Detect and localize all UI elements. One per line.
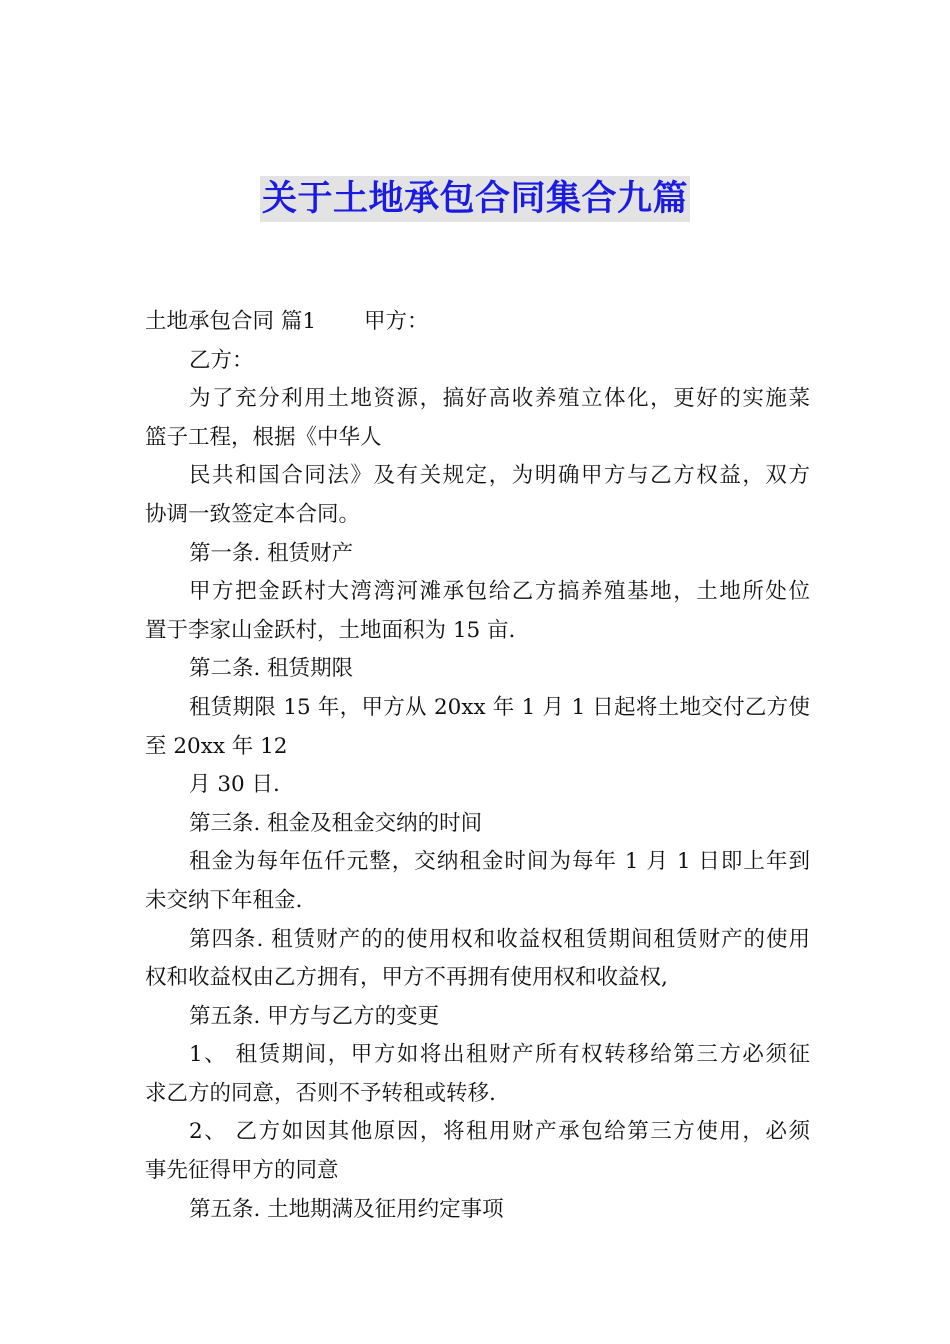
paragraph-line: 租金为每年伍仟元整，交纳租金时间为每年 1 月 1 日即上年到 bbox=[189, 849, 810, 875]
paragraph-line: 至 20xx 年 12 bbox=[145, 733, 288, 759]
title-container bbox=[0, 176, 950, 222]
paragraph-line: 民共和国合同法》及有关规定，为明确甲方与乙方权益，双方 bbox=[189, 463, 810, 489]
paragraph-lines bbox=[145, 342, 810, 1230]
paragraph-line: 第五条. 土地期满及征用约定事项 bbox=[189, 1196, 504, 1222]
paragraph-line: 事先征得甲方的同意 bbox=[145, 1158, 339, 1184]
paragraph-line: 权和收益权由乙方拥有，甲方不再拥有使用权和收益权, bbox=[145, 965, 668, 991]
paragraph-line: 第二条. 租赁期限 bbox=[189, 656, 354, 682]
paragraph-line: 月 30 日. bbox=[189, 772, 280, 798]
paragraph-line: 求乙方的同意，否则不予转租或转移. bbox=[145, 1080, 496, 1106]
paragraph-line: 置于李家山金跃村，土地面积为 15 亩. bbox=[145, 617, 516, 643]
paragraph-line: 2、 乙方如因其他原因，将租用财产承包给第三方使用，必须 bbox=[189, 1119, 810, 1145]
document-body bbox=[145, 303, 810, 1229]
contract-heading: 土地承包合同 篇1 bbox=[145, 309, 317, 334]
paragraph-line: 租赁期限 15 年，甲方从 20xx 年 1 月 1 日起将土地交付乙方使 bbox=[189, 694, 810, 720]
paragraph-line: 1、 租赁期间，甲方如将出租财产所有权转移给第三方必须征 bbox=[189, 1042, 810, 1068]
paragraph-line: 乙方： bbox=[189, 347, 254, 373]
document-title: 关于土地承包合同集合九篇 bbox=[260, 176, 690, 222]
paragraph-line: 为了充分利用土地资源，搞好高收养殖立体化，更好的实施菜 bbox=[189, 386, 810, 412]
party-a-label: 甲方： bbox=[364, 309, 429, 334]
paragraph-line: 第五条. 甲方与乙方的变更 bbox=[189, 1003, 440, 1029]
paragraph-line bbox=[145, 303, 810, 342]
paragraph-line: 第四条. 租赁财产的的使用权和收益权租赁期间租赁财产的使用 bbox=[189, 926, 810, 952]
paragraph-line: 协调一致签定本合同。 bbox=[145, 501, 361, 527]
paragraph-line: 第一条. 租赁财产 bbox=[189, 540, 354, 566]
paragraph-line: 篮子工程，根据《中华人 bbox=[145, 424, 382, 450]
paragraph-line: 甲方把金跃村大湾湾河滩承包给乙方搞养殖基地，土地所处位 bbox=[189, 579, 810, 605]
paragraph-line: 第三条. 租金及租金交纳的时间 bbox=[189, 810, 483, 836]
paragraph-line: 未交纳下年租金. bbox=[145, 887, 303, 913]
